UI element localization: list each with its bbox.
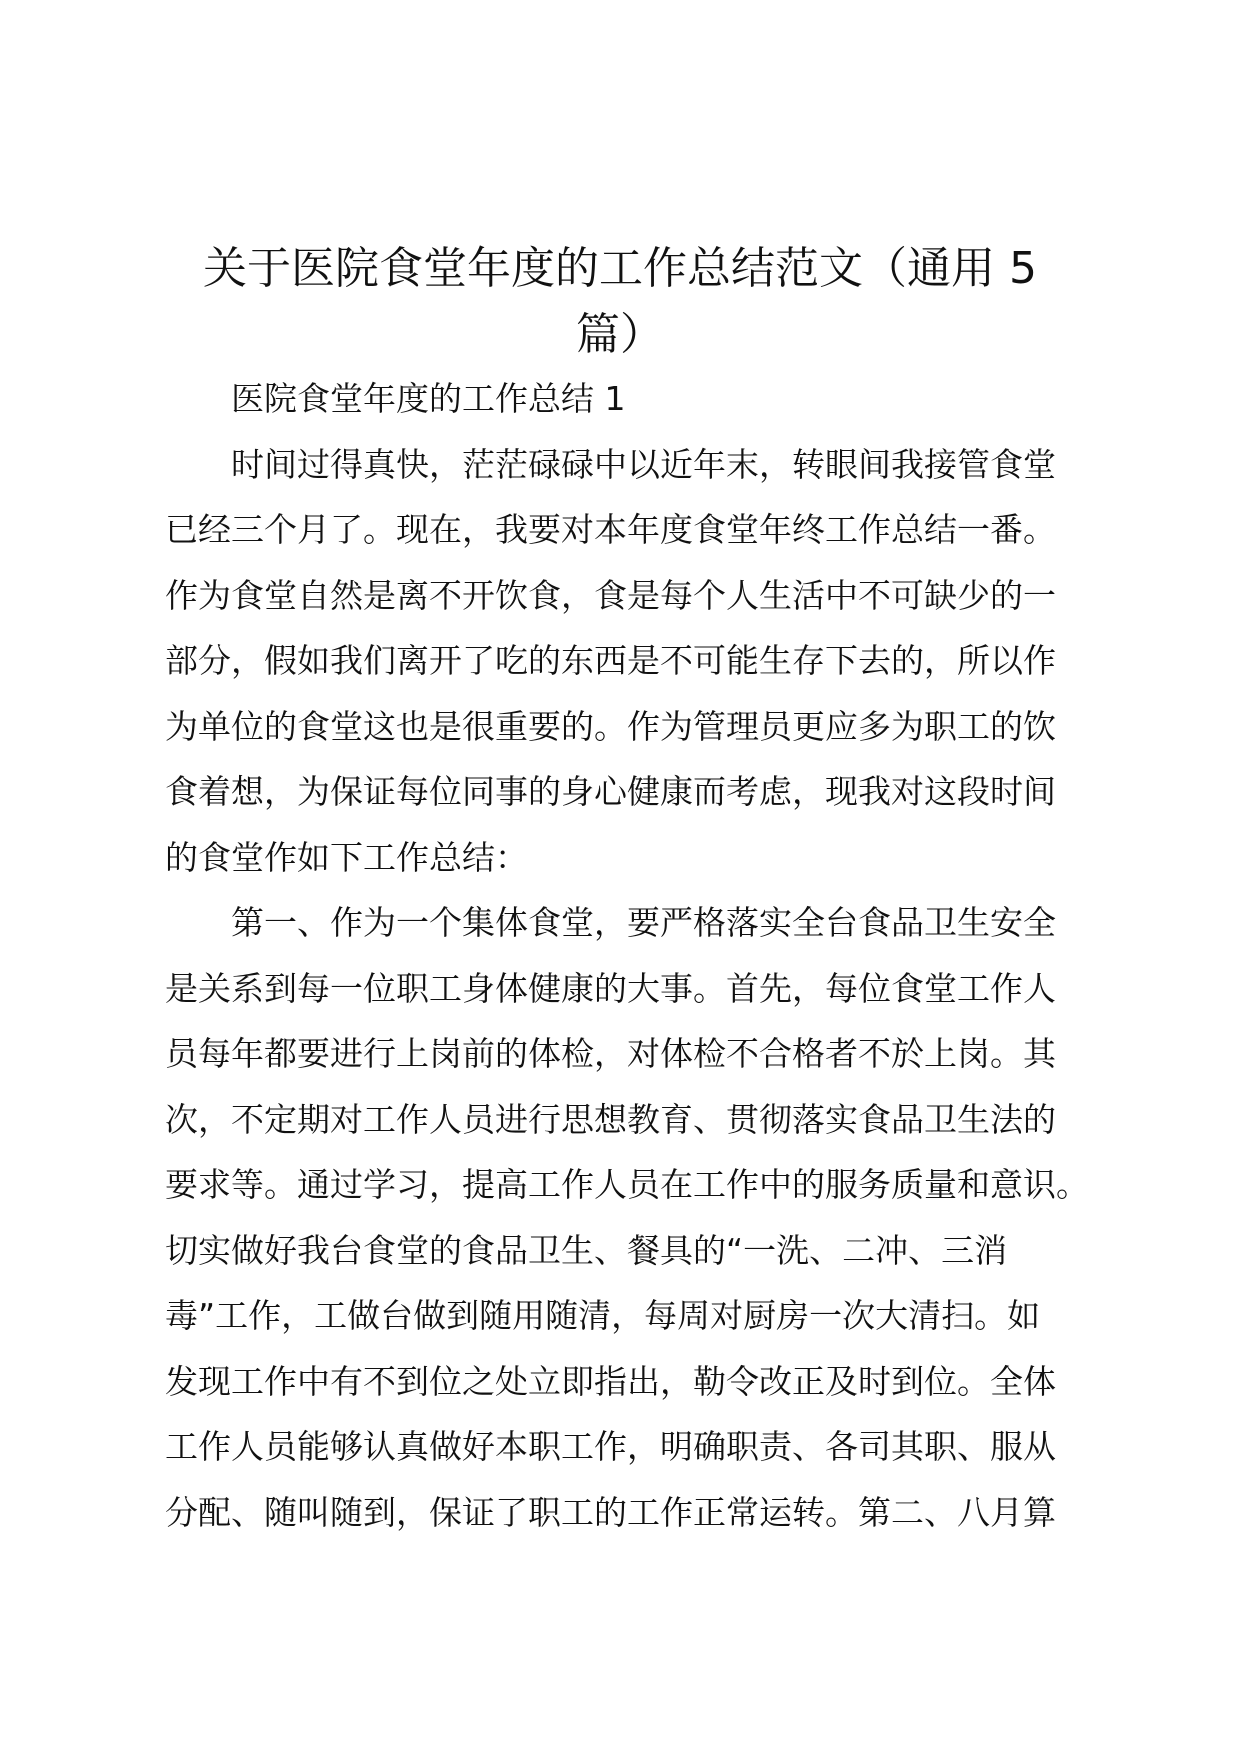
document-title [160,236,1080,368]
paragraph-line: 是关系到每一位职工身体健康的大事。首先，每位食堂工作人 [165,968,1056,1008]
paragraph-line: 作为食堂自然是离不开饮食，食是每个人生活中不可缺少的一 [165,575,1056,615]
title-line-1: 关于医院食堂年度的工作总结范文（通用 5 [203,243,1037,294]
paragraph-line: 次，不定期对工作人员进行思想教育、贯彻落实食品卫生法的 [165,1099,1056,1139]
paragraph-line: 要求等。通过学习，提高工作人员在工作中的服务质量和意识。 [165,1165,1089,1204]
paragraph-line: 第一、作为一个集体食堂，要严格落实全台食品卫生安全 [231,903,1056,942]
paragraph-line: 为单位的食堂这也是很重要的。作为管理员更应多为职工的饮 [165,706,1056,746]
paragraph-line: 食着想，为保证每位同事的身心健康而考虑，现我对这段时间 [165,772,1056,811]
paragraph-line: 时间过得真快，茫茫碌碌中以近年末，转眼间我接管食堂 [231,444,1056,484]
paragraph-line: 工作人员能够认真做好本职工作，明确职责、各司其职、服从 [165,1427,1056,1466]
paragraph-line: 的食堂作如下工作总结： [165,837,528,877]
paragraph-line: 发现工作中有不到位之处立即指出，勒令改正及时到位。全体 [165,1361,1056,1401]
paragraph-line: 毒”工作，工做台做到随用随清，每周对厨房一次大清扫。如 [165,1296,1041,1335]
paragraph-line: 已经三个月了。现在，我要对本年度食堂年终工作总结一番。 [165,510,1056,549]
paragraph-line: 分配、随叫随到，保证了职工的工作正常运转。第二、八月算 [165,1492,1056,1532]
title-line-2: 篇） [576,309,664,360]
document-body [165,366,1089,1545]
paragraph-line: 员每年都要进行上岗前的体检，对体检不合格者不於上岗。其 [165,1034,1056,1073]
paragraph-line: 切实做好我台食堂的食品卫生、餐具的“一洗、二冲、三消 [165,1230,1008,1270]
paragraph-line: 部分，假如我们离开了吃的东西是不可能生存下去的，所以作 [165,641,1056,680]
section-heading: 医院食堂年度的工作总结 1 [231,379,626,418]
